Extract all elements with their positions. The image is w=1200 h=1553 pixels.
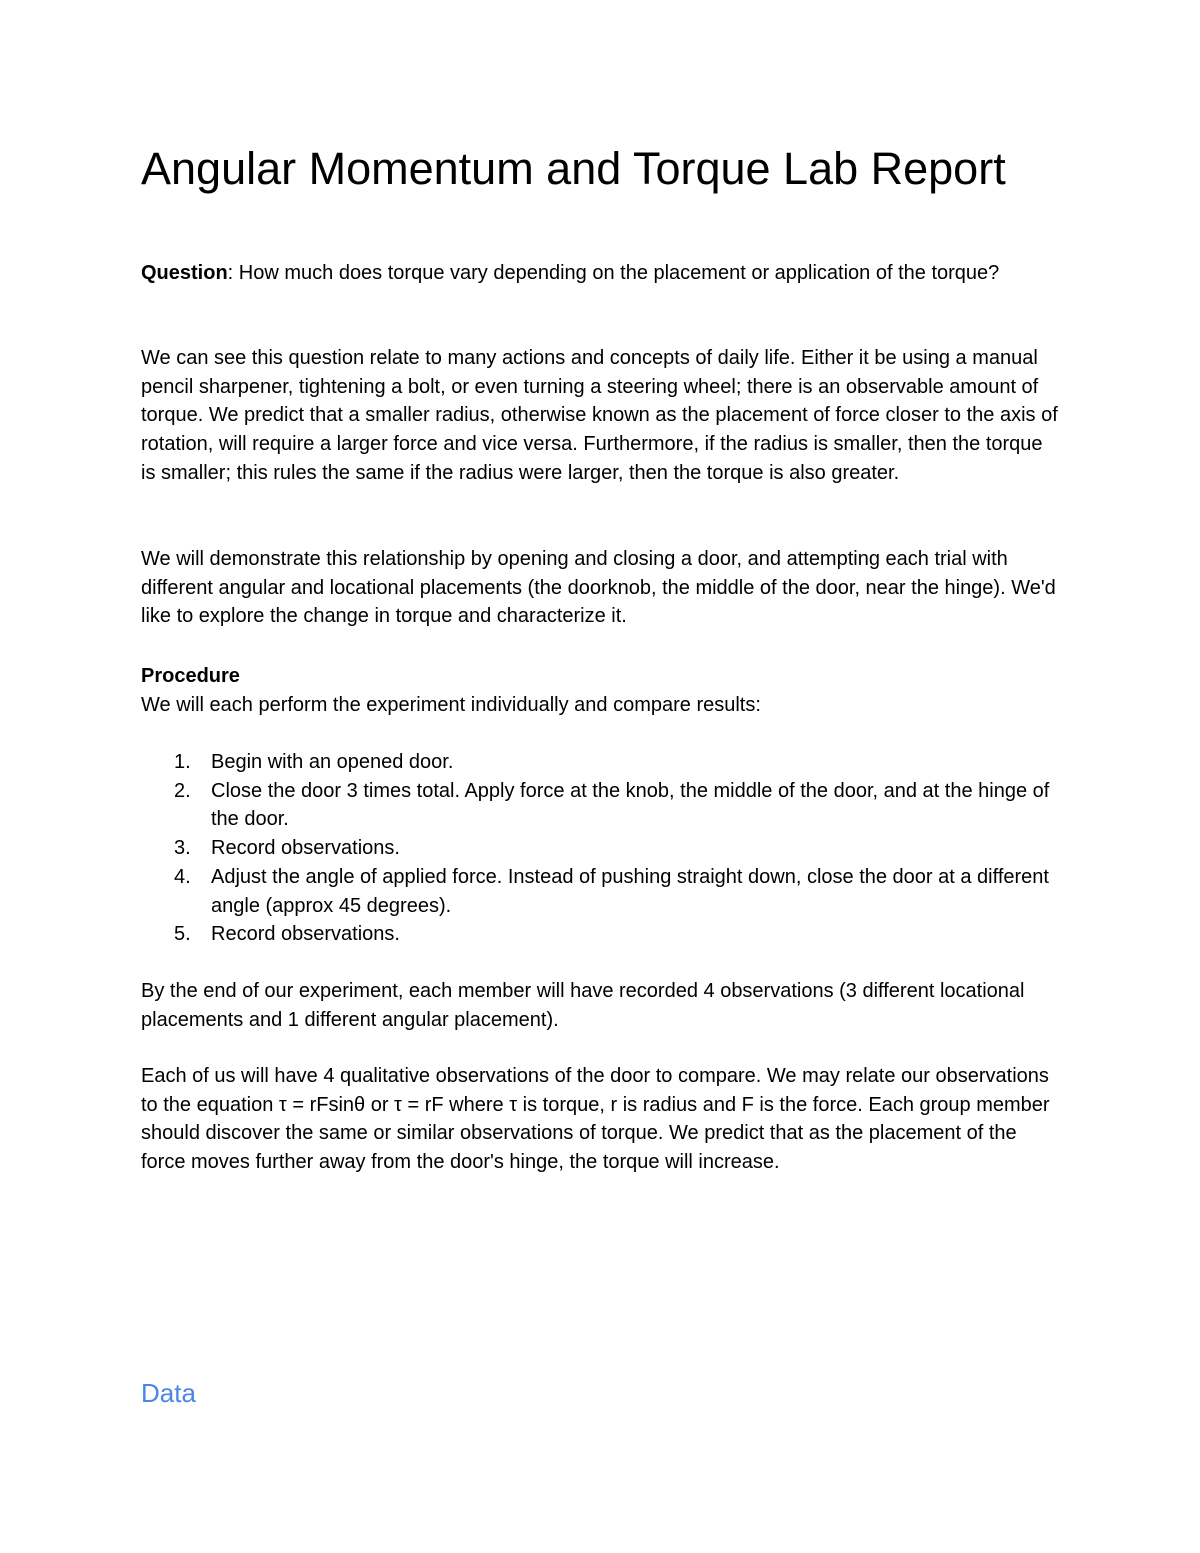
paragraph-3: By the end of our experiment, each member will have recorded 4 observations (3 different locational placements and 1 different angular placement).: [141, 980, 1025, 1031]
comparison-paragraph-block: [141, 1062, 1061, 1177]
list-item: [141, 863, 1061, 920]
procedure-heading: Procedure: [141, 665, 240, 687]
data-heading: Data: [141, 1378, 196, 1408]
question-paragraph: [141, 259, 1061, 288]
list-item: [141, 777, 1061, 834]
list-item: [141, 920, 1061, 949]
paragraph-1: We can see this question relate to many actions and concepts of daily life. Either it be using a manual pencil sharpener, tightening a bolt, or even turning a steering wheel; there is an observable amount of torque. We predict that a smaller radius, otherwise known as the placement of force closer to the axis of rotation, will require a larger force and vice versa. Furthermore, if the radius is smaller, then the torque is smaller; this rules the same if the radius were larger, then the torque is also greater.: [141, 347, 1058, 484]
step-text: Record observations.: [211, 837, 400, 860]
step-text: Adjust the angle of applied force. Instead of pushing straight down, close the door at a different angle (approx 45 degrees).: [211, 865, 1049, 917]
observations-count-block: [141, 977, 1061, 1034]
question-block: [141, 259, 1061, 288]
step-text: Close the door 3 times total. Apply force at the knob, the middle of the door, and at the hinge of the door.: [211, 779, 1050, 831]
document-title: Angular Momentum and Torque Lab Report: [141, 143, 1006, 194]
step-number: 3.: [174, 837, 191, 860]
step-text: Begin with an opened door.: [211, 751, 454, 773]
paragraph-4: Each of us will have 4 qualitative observations of the door to compare. We may relate our observations to the equation τ = rFsinθ or τ = rF where τ is torque, r is radius and F is the force. Each group member should discover the same or similar observations of torque. We predict that as the placement of the force moves further away from the door's hinge, the torque will increase.: [141, 1065, 1050, 1174]
step-number: 1.: [174, 751, 191, 773]
procedure-intro: We will each perform the experiment individually and compare results:: [141, 693, 761, 716]
step-text: Record observations.: [211, 923, 400, 946]
procedure-section: [141, 662, 1061, 719]
question-label: Question: [141, 262, 228, 284]
list-item: [141, 834, 1061, 863]
step-number: 5.: [174, 923, 191, 946]
intro-paragraph-block: [141, 344, 1061, 488]
question-text: : How much does torque vary depending on the placement or application of the torque?: [227, 262, 1000, 284]
paragraph-2: We will demonstrate this relationship by opening and closing a door, and attempting each trial with different angular and locational placements (the doorknob, the middle of the door, near the hinge). We'd like to explore the change in torque and characterize it.: [141, 548, 1056, 628]
step-number: 2.: [174, 779, 191, 802]
procedure-steps-list: [141, 748, 1061, 949]
demonstration-paragraph-block: [141, 545, 1061, 631]
list-item: [141, 748, 1061, 777]
procedure-steps-block: [141, 748, 1061, 949]
step-number: 4.: [174, 865, 191, 888]
